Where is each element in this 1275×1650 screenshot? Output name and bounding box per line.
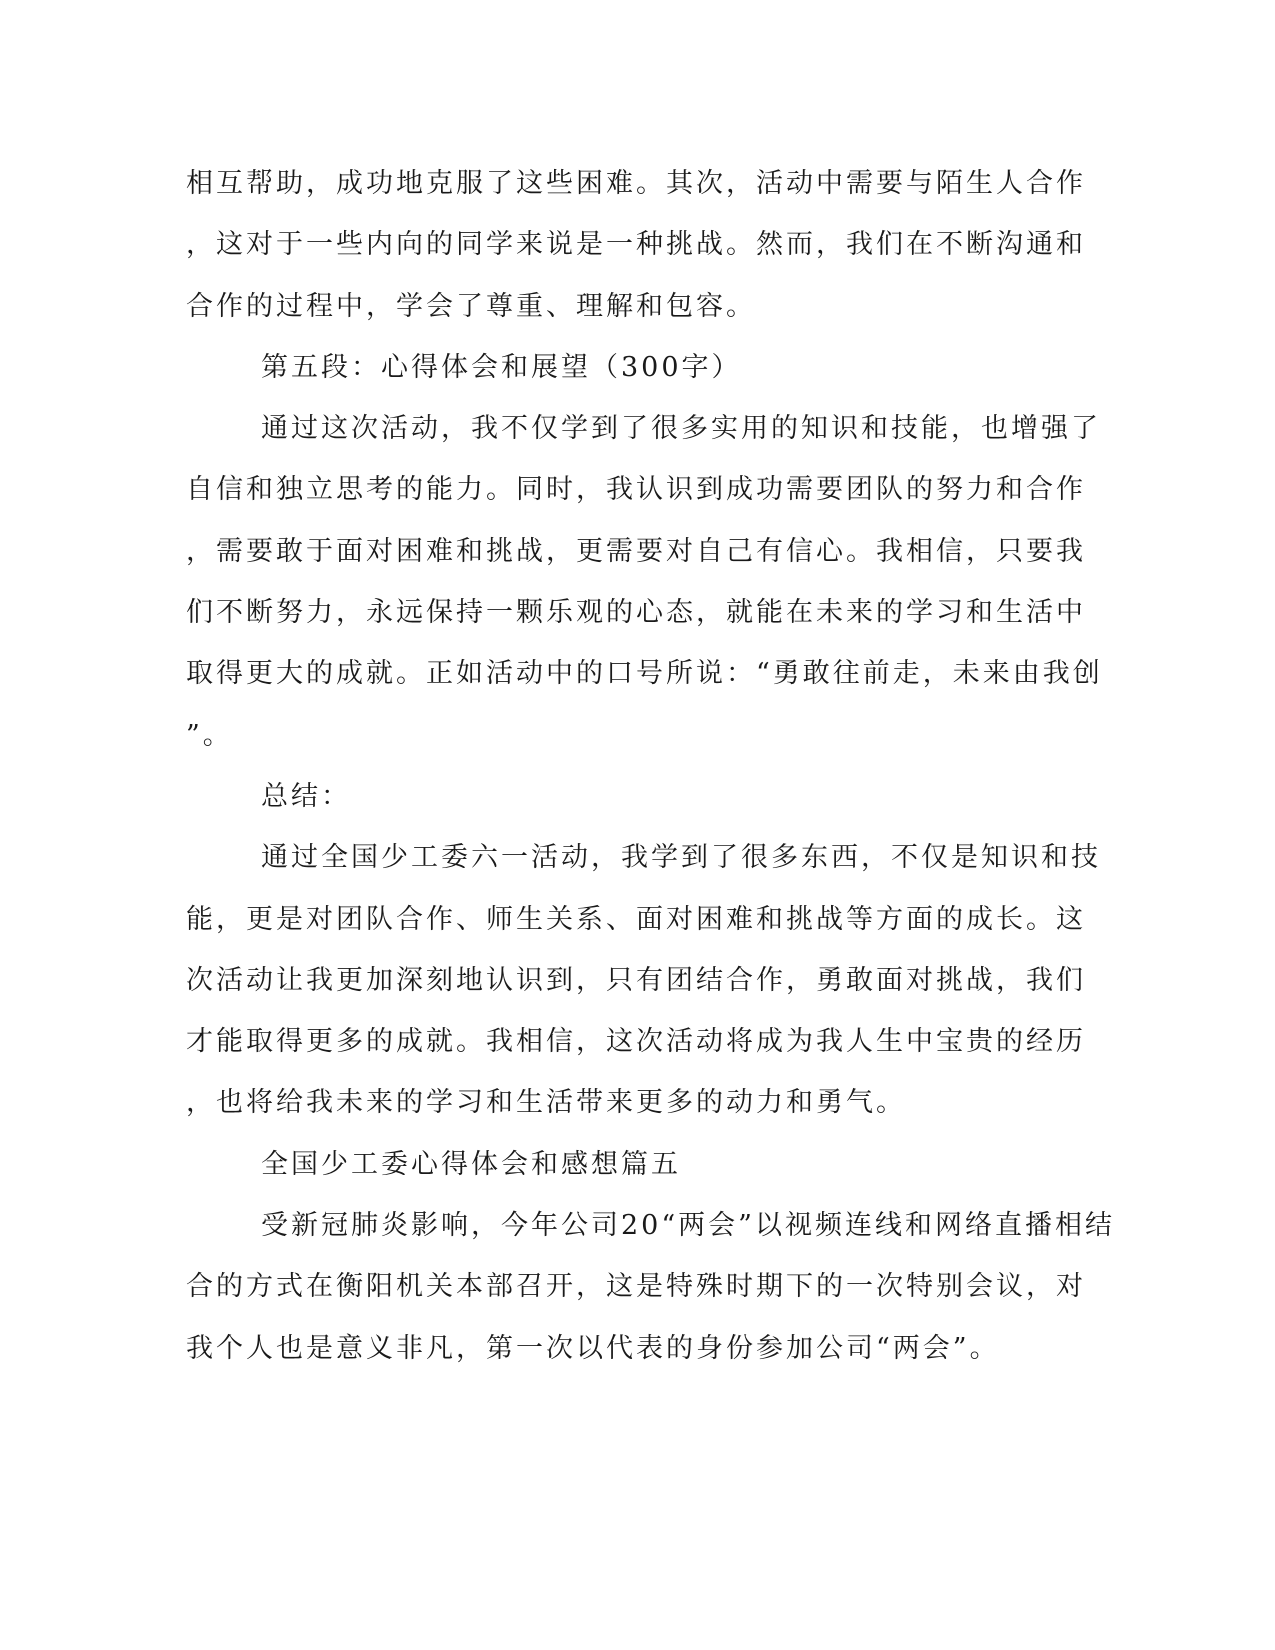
section-heading: 全国少工委心得体会和感想篇五 bbox=[261, 1148, 681, 1180]
text-line: 们不断努力，永远保持一颗乐观的心态，就能在未来的学习和生活中 bbox=[186, 597, 1086, 629]
text-line: 我个人也是意义非凡，第一次以代表的身份参加公司“两会”。 bbox=[186, 1332, 1000, 1364]
text-line: ，这对于一些内向的同学来说是一种挑战。然而，我们在不断沟通和 bbox=[186, 229, 1086, 261]
text-line: ，也将给我未来的学习和生活带来更多的动力和勇气。 bbox=[186, 1087, 906, 1119]
text-line: 能，更是对团队合作、师生关系、面对困难和挑战等方面的成长。这 bbox=[186, 903, 1086, 935]
document-body bbox=[186, 153, 1115, 1379]
text-line: 通过全国少工委六一活动，我学到了很多东西，不仅是知识和技 bbox=[261, 842, 1101, 874]
section-heading: 第五段：心得体会和展望（300字） bbox=[261, 351, 742, 383]
text-line: 取得更大的成就。正如活动中的口号所说：“勇敢往前走，未来由我创 bbox=[186, 658, 1103, 690]
text-line: ，需要敢于面对困难和挑战，更需要对自己有信心。我相信，只要我 bbox=[186, 535, 1086, 567]
text-line: 合的方式在衡阳机关本部召开，这是特殊时期下的一次特别会议，对 bbox=[186, 1271, 1086, 1303]
text-line: 自信和独立思考的能力。同时，我认识到成功需要团队的努力和合作 bbox=[186, 474, 1086, 506]
text-line: 通过这次活动，我不仅学到了很多实用的知识和技能，也增强了 bbox=[261, 413, 1101, 445]
text-line: ”。 bbox=[186, 719, 233, 751]
text-line: 次活动让我更加深刻地认识到，只有团结合作，勇敢面对挑战，我们 bbox=[186, 964, 1086, 996]
text-line: 受新冠肺炎影响，今年公司20“两会”以视频连线和网络直播相结 bbox=[261, 1210, 1115, 1242]
text-line: 相互帮助，成功地克服了这些困难。其次，活动中需要与陌生人合作 bbox=[186, 168, 1086, 199]
text-line: 合作的过程中，学会了尊重、理解和包容。 bbox=[186, 290, 756, 322]
section-heading: 总结： bbox=[261, 780, 351, 812]
text-line: 才能取得更多的成就。我相信，这次活动将成为我人生中宝贵的经历 bbox=[186, 1026, 1086, 1058]
